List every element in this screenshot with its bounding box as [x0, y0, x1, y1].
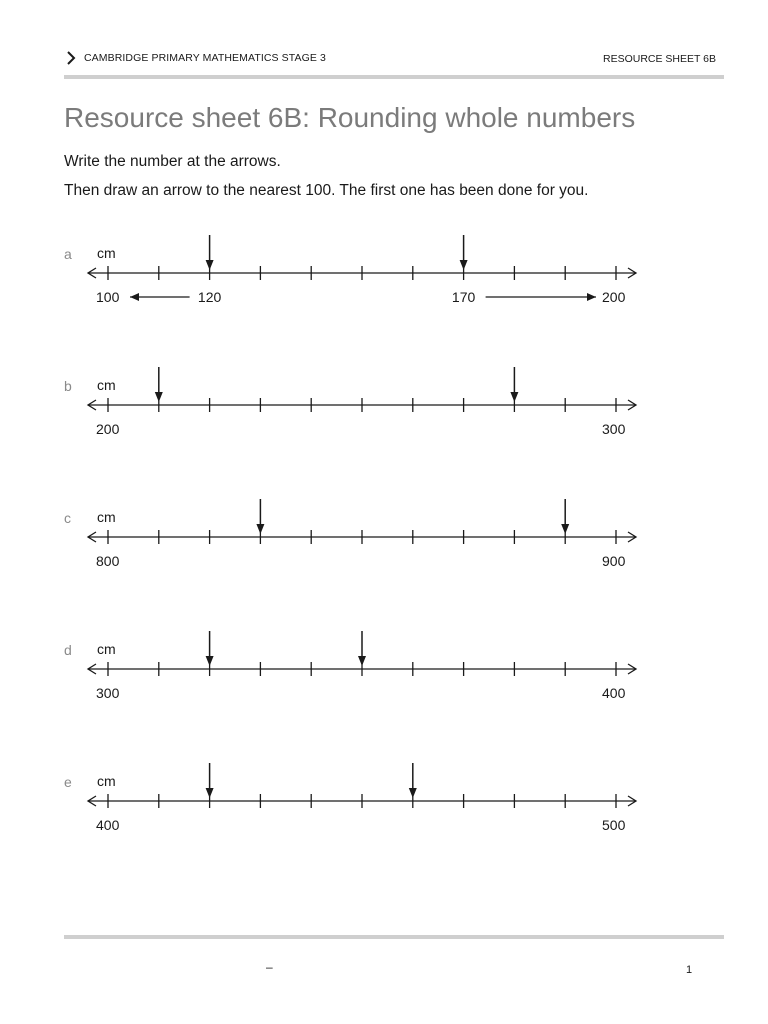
line-b-start-label: 200: [96, 421, 120, 437]
instruction-1: Write the number at the arrows.: [64, 153, 281, 170]
line-a-marker-arrowhead-icon: [460, 260, 468, 270]
line-e-unit: cm: [97, 773, 116, 789]
line-d-end-label: 400: [602, 685, 626, 701]
line-b-letter: b: [64, 378, 72, 394]
page-number: 1: [686, 964, 693, 976]
line-b-unit: cm: [97, 377, 116, 393]
sheet-label: RESOURCE SHEET 6B: [602, 53, 716, 65]
line-d-letter: d: [64, 642, 72, 658]
line-a-rounding-arrowhead-icon: [130, 293, 139, 301]
line-d-marker-arrowhead-icon: [206, 656, 214, 666]
line-d-marker-arrowhead-icon: [358, 656, 366, 666]
line-e-marker-arrowhead-icon: [206, 788, 214, 798]
line-e-start-label: 400: [96, 817, 120, 833]
line-e-letter: e: [64, 774, 72, 790]
line-a-unit: cm: [97, 245, 116, 261]
line-d-start-label: 300: [96, 685, 120, 701]
line-a-end-label: 200: [602, 289, 626, 305]
line-b-end-label: 300: [602, 421, 626, 437]
line-a-letter: a: [64, 246, 72, 262]
line-c-marker-arrowhead-icon: [561, 524, 569, 534]
line-a-marker-label: 120: [197, 289, 222, 305]
line-d-unit: cm: [97, 641, 116, 657]
line-a-start-label: 100: [96, 289, 120, 305]
line-b-marker-arrowhead-icon: [510, 392, 518, 402]
line-c-start-label: 800: [96, 553, 120, 569]
page-title: Resource sheet 6B: Rounding whole numbers: [64, 102, 636, 133]
line-e-end-label: 500: [602, 817, 626, 833]
line-c-unit: cm: [97, 509, 116, 525]
line-e-marker-arrowhead-icon: [409, 788, 417, 798]
instruction-2: Then draw an arrow to the nearest 100. The first one has been done for you.: [64, 182, 589, 199]
line-c-marker-arrowhead-icon: [256, 524, 264, 534]
line-b-marker-arrowhead-icon: [155, 392, 163, 402]
line-a-rounding-arrowhead-icon: [587, 293, 596, 301]
series-title: CAMBRIDGE PRIMARY MATHEMATICS STAGE 3: [84, 52, 326, 64]
footer-divider: [64, 935, 724, 939]
line-a-marker-label: 170: [451, 289, 476, 305]
line-c-letter: c: [64, 510, 71, 526]
line-a-marker-arrowhead-icon: [206, 260, 214, 270]
footer-dash: –: [266, 960, 273, 974]
line-c-end-label: 900: [602, 553, 626, 569]
